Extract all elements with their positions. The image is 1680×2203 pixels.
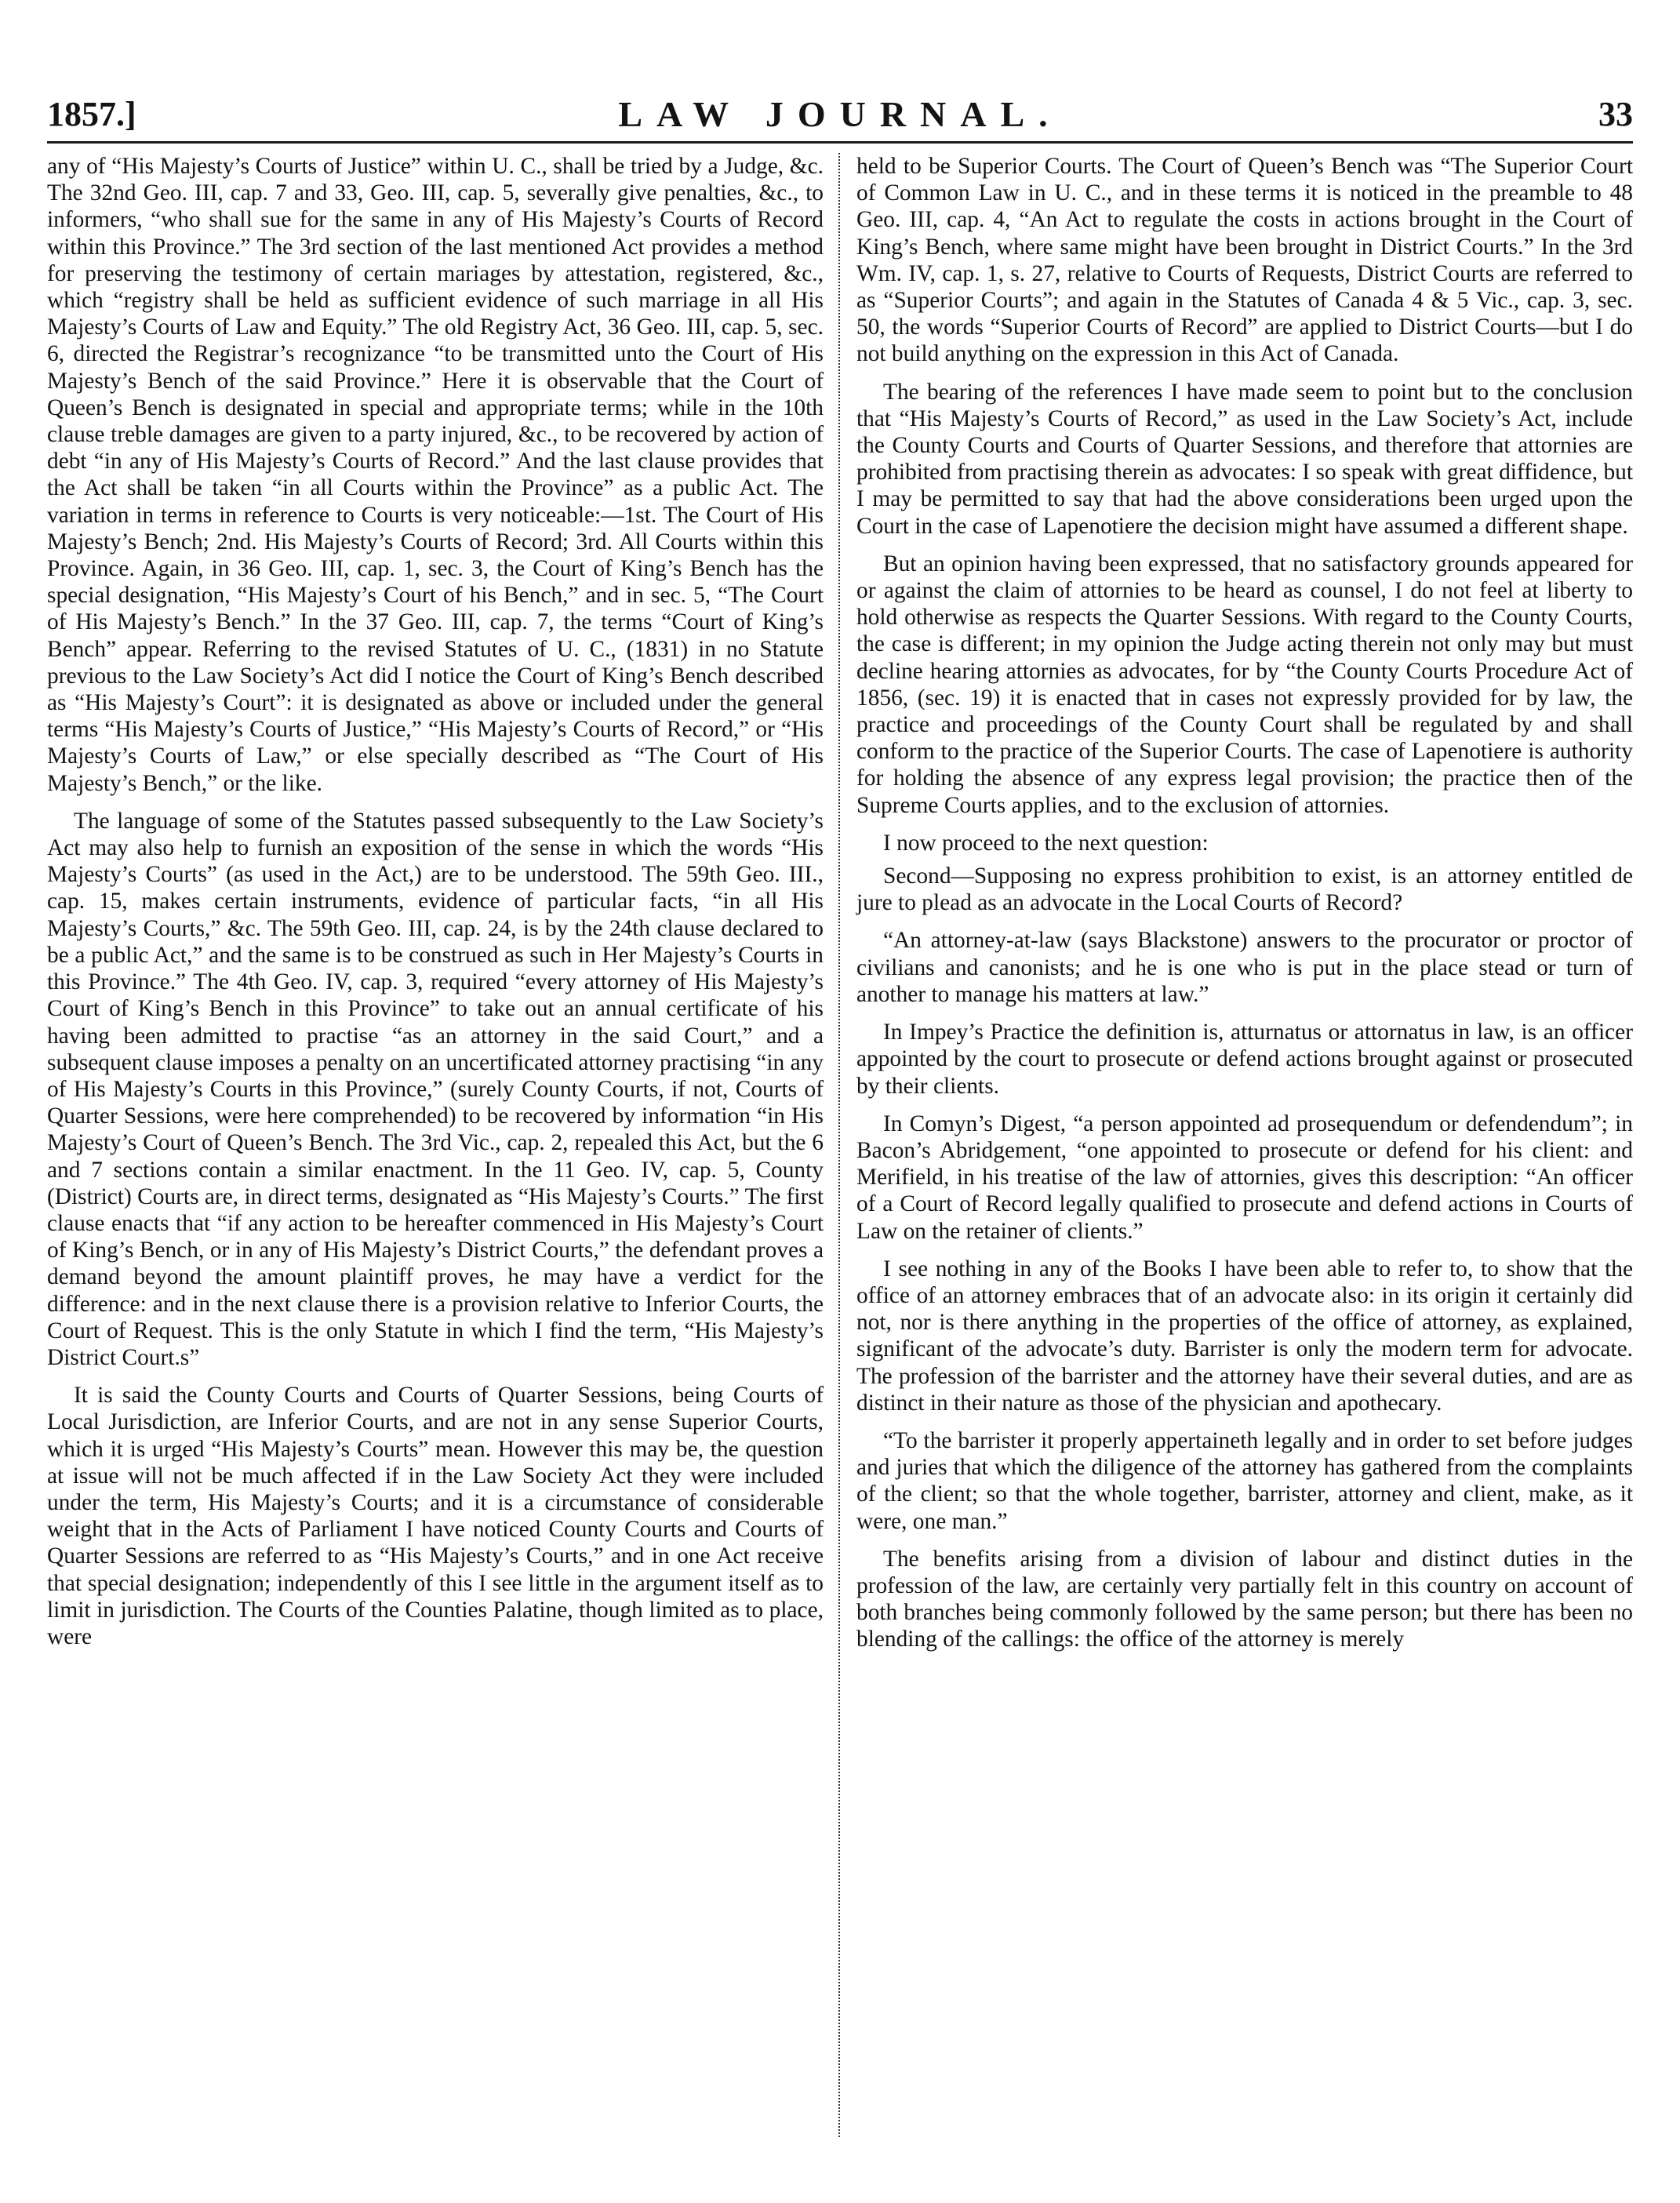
paragraph: The bearing of the references I have made seem to point but to the conclusion that “His Majesty’s Courts of Record,” as used in the Law Society’s Act, include the County Courts and Courts of Quarter Sessions, and therefore that attornies are prohibited from practising therein as advocates: I so speak with great diffidence, but I may be permitted to say that had the above considerations been urged upon the Court in the case of Lapenotiere the decision might have assumed a different shape.	[856, 379, 1633, 539]
right-column	[845, 153, 1633, 2161]
paragraph: The benefits arising from a division of labour and distinct duties in the profession of the law, are certainly very partially felt in this country on account of both branches being commonly followed by the same person; but there has been no blending of the callings: the office of the attorney is merely	[856, 1546, 1633, 1652]
paragraph: The language of some of the Statutes passed subsequently to the Law Society’s Act may also help to furnish an exposition of the sense in which the words “His Majesty’s Courts” (as used in the Act,) are to be understood. The 59th Geo. III., cap. 15, makes certain instruments, evidence of particular facts, “in all His Majesty’s Courts,” &c. The 59th Geo. III, cap. 24, is by the 24th clause declared to be a public Act,” and the same is to be construed as such in Her Majesty’s Courts in this Province.” The 4th Geo. IV, cap. 3, required “every attorney of His Majesty’s Court of King’s Bench in this Province” to take out an annual certificate of his having been admitted to practise “as an attorney in the said Court,” and a subsequent clause imposes a penalty on an uncertificated attorney practising “in any of His Majesty’s Courts in this Province,” (surely County Courts, if not, Courts of Quarter Sessions, were here comprehended) to be recovered by information “in His Majesty’s Court of Queen’s Bench. The 3rd Vic., cap. 2, repealed this Act, but the 6 and 7 sections contain a similar enactment. In the 11 Geo. IV, cap. 5, County (District) Courts are, in direct terms, designated as “His Majesty’s Courts.” The first clause enacts that “if any action to be hereafter commenced in His Majesty’s Court of King’s Bench, or in any of His Majesty’s District Courts,” the defendant proves a demand beyond the amount plaintiff proves, he may have a verdict for the difference: and in the next clause there is a provision relative to Inferior Courts, the Court of Request. This is the only Statute in which I find the term, “His Majesty’s District Court.s”	[47, 808, 824, 1370]
text-columns	[47, 153, 1633, 2161]
left-column	[47, 153, 835, 2161]
paragraph: held to be Superior Courts. The Court of Queen’s Bench was “The Superior Court of Common Law in U. C., and in these terms it is noticed in the preamble to 48 Geo. III, cap. 4, “An Act to regulate the costs in actions brought in the Court of King’s Bench, where same might have been brought in District Courts.” In the 3rd Wm. IV, cap. 1, s. 27, relative to Courts of Requests, District Courts are referred to as “Superior Courts”; and again in the Statutes of Canada 4 & 5 Vic., cap. 3, sec. 50, the words “Superior Courts of Record” are applied to District Courts—but I do not build anything on the expression in this Act of Canada.	[856, 154, 1633, 367]
paragraph: “To the barrister it properly appertaineth legally and in order to set before judges and juries that which the diligence of the attorney has gathered from the complaints of the client; so that the whole together, barrister, attorney and client, make, as it were, one man.”	[856, 1427, 1633, 1534]
paragraph: But an opinion having been expressed, that no satisfactory grounds appeared for or against the claim of attornies to be heard as counsel, I do not feel at liberty to hold otherwise as respects the Quarter Sessions. With regard to the County Courts, the case is different; in my opinion the Judge acting therein not only may but must decline hearing attornies as advocates, for by “the County Courts Procedure Act of 1856, (sec. 19) it is enacted that in cases not expressly provided for by law, the practice and proceedings of the County Court shall be regulated by and shall conform to the practice of the Superior Courts. The case of Lapenotiere is authority for holding the absence of any express legal provision; the practice then of the Supreme Courts applies, and to the exclusion of attornies.	[856, 551, 1633, 818]
paragraph: “An attorney-at-law (says Blackstone) answers to the procurator or proctor of civilians and canonists; and he is one who is put in the place stead or turn of another to manage his matters at law.”	[856, 928, 1633, 1007]
paragraph: Second—Supposing no express prohibition to exist, is an attorney entitled de jure to plead as an advocate in the Local Courts of Record?	[856, 863, 1633, 916]
header-year: 1857.]	[47, 95, 136, 133]
paragraph: In Comyn’s Digest, “a person appointed ad prosequendum or defendendum”; in Bacon’s Abridgement, “one appointed to prosecute or defend for his client: and Merifield, in his treatise of the law of attornies, gives this description: “An officer of a Court of Record legally qualified to prosecute and defend actions in Courts of Law on the retainer of clients.”	[856, 1111, 1633, 1244]
page-number: 33	[1598, 95, 1633, 133]
page-header	[47, 93, 1633, 144]
paragraph: I now proceed to the next question:	[883, 830, 1209, 856]
header-title: LAW JOURNAL.	[618, 94, 1062, 134]
paragraph: It is said the County Courts and Courts of Quarter Sessions, being Courts of Local Jurisdiction, are Inferior Courts, and are not in any sense Superior Courts, which it is urged “His Majesty’s Courts” mean. However this may be, the question at issue will not be much affected if in the Law Society Act they were included under the term, His Majesty’s Courts; and it is a circumstance of considerable weight that in the Acts of Parliament I have noticed County Courts and Courts of Quarter Sessions are referred to as “His Majesty’s Courts,” and in one Act receive that special designation; independently of this I see little in the argument itself as to limit in jurisdiction. The Courts of the Counties Palatine, though limited as to place, were	[47, 1383, 824, 1649]
column-divider	[838, 153, 842, 2137]
paragraph: I see nothing in any of the Books I have been able to refer to, to show that the office of an attorney embraces that of an advocate also: in its origin it certainly did not, nor is there anything in the properties of the office of attorney, as explained, significant of the advocate’s duty. Barrister is only the modern term for advocate. The profession of the barrister and the attorney have their several duties, and are as distinct in their nature as those of the physician and apothecary.	[856, 1256, 1633, 1416]
paragraph: any of “His Majesty’s Courts of Justice” within U. C., shall be tried by a Judge, &c. The 32nd Geo. III, cap. 7 and 33, Geo. III, cap. 5, severally give penalties, &c., to informers, “who shall sue for the same in any of His Majesty’s Courts of Record within this Province.” The 3rd section of the last mentioned Act provides a method for preserving the testimony of certain mariages by attestation, registered, &c., which “registry shall be held as sufficient evidence of such marriage in all His Majesty’s Courts of Law and Equity.” The old Registry Act, 36 Geo. III, cap. 5, sec. 6, directed the Registrar’s recognizance “to be transmitted unto the Court of His Majesty’s Bench of the said Province.” Here it is observable that the Court of Queen’s Bench is designated in special and appropriate terms; while in the 10th clause treble damages are given to a party injured, &c., to be recovered by action of debt “in any of His Majesty’s Courts of Record.” And the last clause provides that the Act shall be taken “in all Courts within the Province” as a public Act. The variation in terms in reference to Courts is very noticeable:—1st. The Court of His Majesty’s Bench; 2nd. His Majesty’s Courts of Record; 3rd. All Courts within this Province. Again, in 36 Geo. III, cap. 1, sec. 3, the Court of King’s Bench has the special designation, “His Majesty’s Court of his Bench,” and in sec. 5, “The Court of His Majesty’s Bench.” In the 37 Geo. III, cap. 7, the terms “Court of King’s Bench” appear. Referring to the revised Statutes of U. C., (1831) in no Statute previous to the Law Society’s Act did I notice the Court of King’s Bench described as “His Majesty’s Court”: it is designated as above or included under the general terms “His Majesty’s Courts of Justice,” “His Majesty’s Courts of Record,” or “His Majesty’s Courts of Law,” or else specially described as “The Court of His Majesty’s Bench,” or the like.	[47, 154, 824, 796]
paragraph: In Impey’s Practice the definition is, atturnatus or attornatus in law, is an officer appointed by the court to prosecute or defend actions brought against or prosecuted by their clients.	[856, 1020, 1633, 1099]
